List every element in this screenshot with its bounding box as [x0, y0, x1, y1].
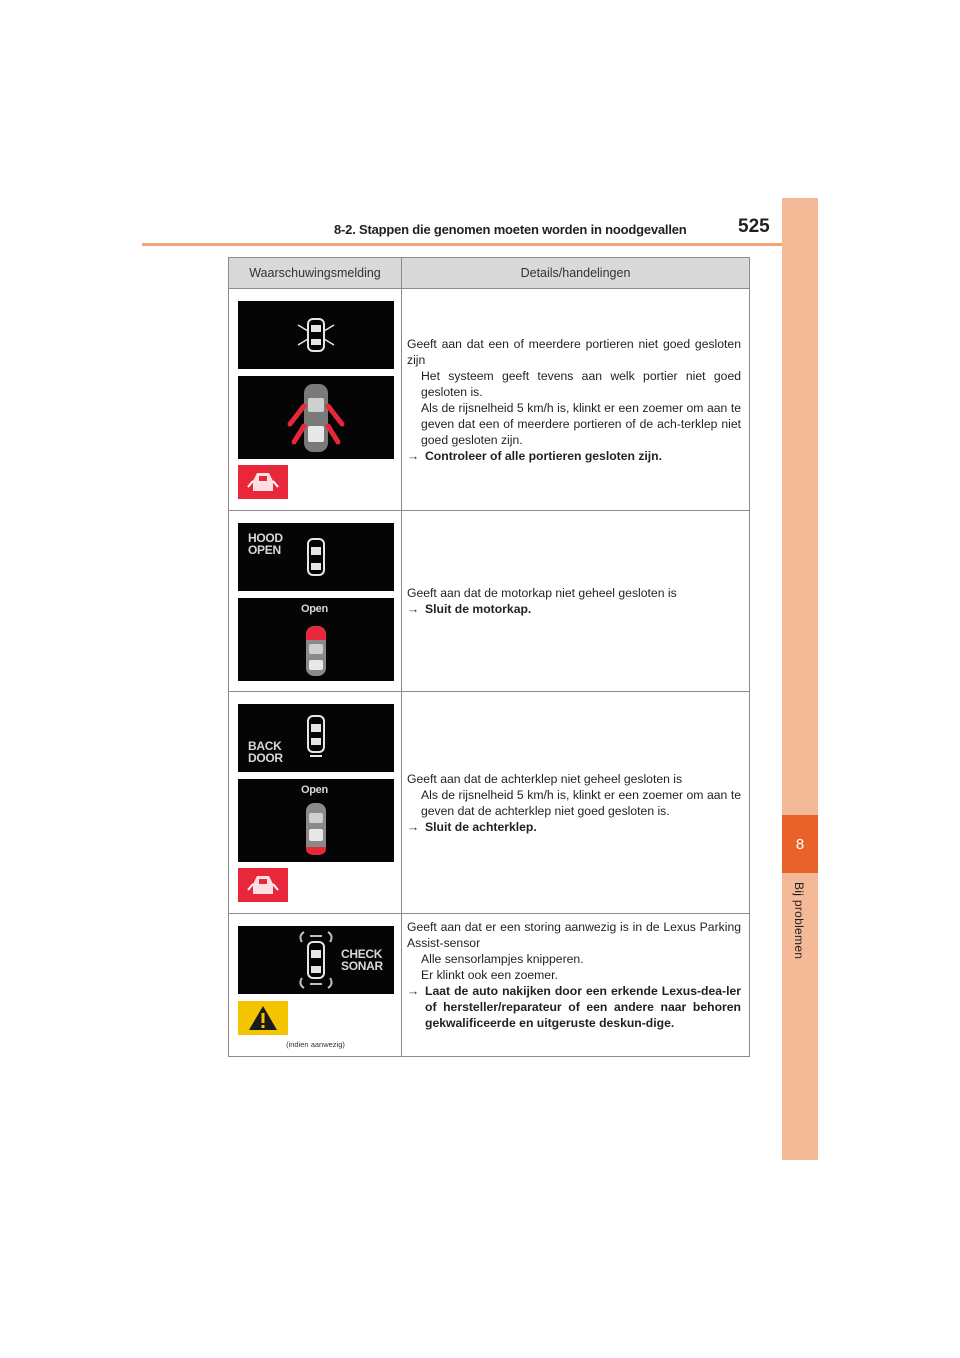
- hood-open-screen-large: [238, 598, 394, 681]
- chapter-number: 8: [782, 815, 818, 873]
- table-header: [229, 258, 749, 289]
- car-top-view-icon: [238, 704, 394, 772]
- table-row: [229, 511, 749, 692]
- arrow-icon: →: [407, 448, 420, 463]
- action-text: Sluit de motorkap.: [425, 602, 532, 616]
- car-top-view-icon: [238, 598, 394, 681]
- action-text: Sluit de achterklep.: [425, 819, 537, 834]
- car-top-view-icon: [238, 301, 394, 369]
- action-text: Laat de auto nakijken door een erkende Lexus-dea-ler of hersteller/reparateur of een andere naar behoren gekwalificeerde en uitgeruste deskun-dige.: [425, 984, 741, 1030]
- chapter-side-tab: [782, 198, 818, 1160]
- car-top-view-icon: [238, 376, 394, 459]
- chapter-label-text: Bij problemen: [792, 882, 806, 960]
- col-header-details: Details/handelingen: [520, 266, 631, 280]
- header-divider: [142, 243, 782, 246]
- arrow-icon: →: [407, 602, 420, 616]
- arrow-icon: →: [407, 819, 420, 834]
- warning-images: [229, 289, 402, 510]
- car-top-view-icon: [238, 779, 394, 862]
- screen-label-line: DOOR: [248, 751, 283, 765]
- warning-images: [229, 914, 402, 1056]
- warning-details: [402, 289, 749, 510]
- detail-subtext: Het systeem geeft tevens aan welk portier niet goed gesloten is.: [421, 368, 741, 399]
- detail-subtext: Als de rijsnelheid 5 km/h is, klinkt er een zoemer om aan te geven dat een of meerdere portieren of de ach-terklep niet goed gesloten zijn.: [421, 400, 741, 447]
- detail-text: Geeft aan dat er een storing aanwezig is in de Lexus Parking Assist-sensor: [407, 920, 741, 950]
- warning-images: [229, 511, 402, 691]
- warning-details: [402, 692, 749, 913]
- section-title: 8-2. Stappen die genomen moeten worden in noodgevallen: [334, 222, 687, 237]
- arrow-icon: →: [407, 984, 420, 998]
- hood-open-screen: [238, 523, 394, 591]
- screen-label-line: BACK: [248, 739, 282, 753]
- check-sonar-screen: [238, 926, 394, 994]
- screen-label-line: SONAR: [341, 959, 383, 973]
- warning-table: [228, 257, 750, 1057]
- warning-details: [402, 511, 749, 691]
- screen-label: Open: [301, 603, 328, 615]
- table-row: [229, 914, 749, 1056]
- availability-note: (indien aanwezig): [286, 1040, 345, 1049]
- screen-label: Open: [301, 784, 328, 796]
- detail-subtext: Er klinkt ook een zoemer.: [421, 968, 558, 982]
- detail-text: Geeft aan dat de motorkap niet geheel gesloten is: [407, 586, 677, 600]
- col-header-warning: Waarschuwingsmelding: [229, 258, 402, 288]
- detail-subtext: Alle sensorlampjes knipperen.: [421, 952, 584, 966]
- car-top-view-icon: [238, 523, 394, 591]
- table-row: [229, 289, 749, 511]
- screen-label-line: OPEN: [248, 543, 281, 557]
- action-text: Controleer of alle portieren gesloten zijn.: [425, 448, 663, 463]
- action-line: [407, 448, 741, 464]
- warning-triangle-icon: [238, 1001, 288, 1035]
- action-line: [407, 983, 741, 1031]
- chapter-label: [784, 882, 814, 992]
- back-door-screen: [238, 704, 394, 772]
- car-top-view-icon: [238, 926, 394, 994]
- screen-label-line: CHECK: [341, 947, 383, 961]
- action-line: [407, 819, 741, 835]
- page-number: 525: [738, 216, 770, 237]
- action-line: [407, 601, 741, 617]
- detail-text: Geeft aan dat een of meerdere portieren niet goed gesloten zijn: [407, 336, 741, 367]
- warning-details: [402, 914, 749, 1056]
- table-row: [229, 692, 749, 914]
- door-open-warning-icon: [238, 465, 288, 499]
- door-open-screen: [238, 301, 394, 369]
- detail-subtext: Als de rijsnelheid 5 km/h is, klinkt er een zoemer om aan te geven dat de achterklep niet goed gesloten is.: [421, 787, 741, 818]
- screen-label-line: HOOD: [248, 531, 283, 545]
- warning-images: [229, 692, 402, 913]
- door-open-warning-icon: [238, 868, 288, 902]
- detail-text: Geeft aan dat de achterklep niet geheel gesloten is: [407, 771, 683, 786]
- back-door-screen-large: [238, 779, 394, 862]
- door-open-screen-large: [238, 376, 394, 459]
